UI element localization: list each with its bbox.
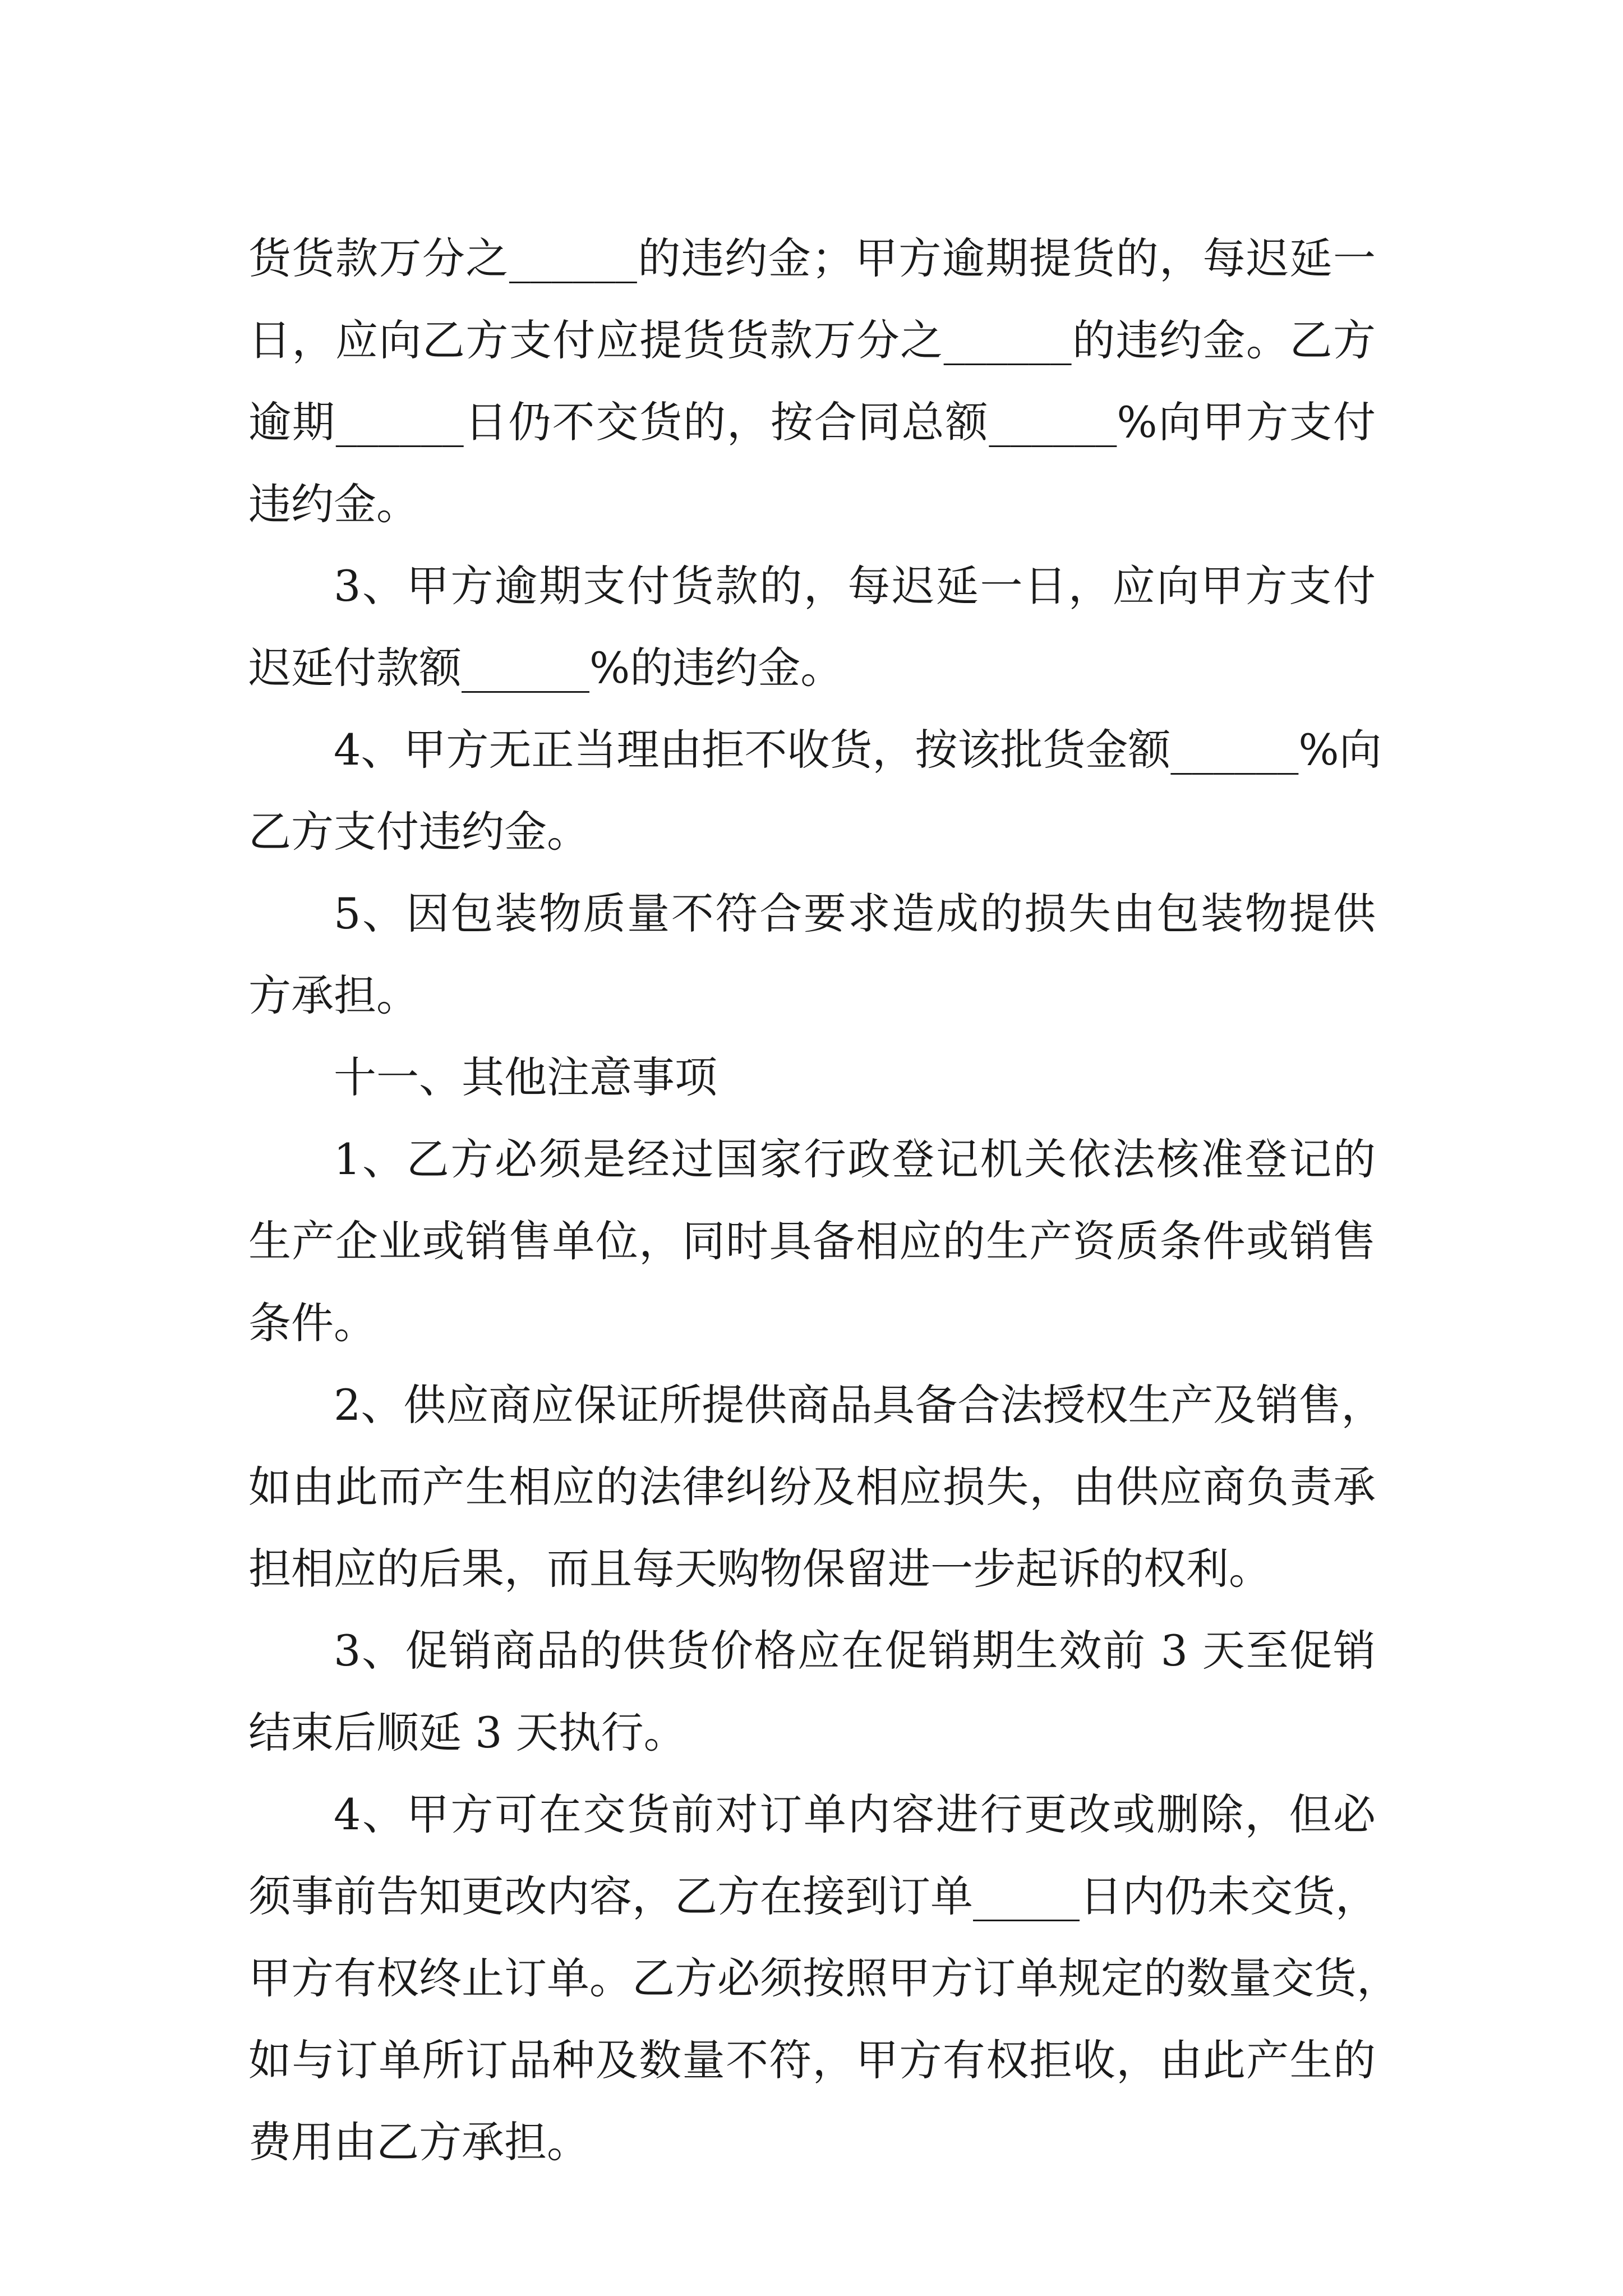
text-line: 方承担。 xyxy=(248,970,419,1020)
text-line: 担相应的后果，而且每天购物保留进一步起诉的权利。 xyxy=(248,1544,1271,1594)
text-line: 3、甲方逾期支付货款的，每迟延一日，应向甲方支付 xyxy=(334,561,1376,611)
text-line: 迟延付款额______%的违约金。 xyxy=(248,643,843,693)
paragraph-penalty-delay xyxy=(248,218,1376,545)
section-heading: 十一、其他注意事项 xyxy=(334,1052,717,1102)
text-line: 日，应向乙方支付应提货货款万分之______的违约金。乙方 xyxy=(248,315,1376,365)
paragraph-notes-2 xyxy=(248,1364,1384,1610)
text-line: 生产企业或销售单位，同时具备相应的生产资质条件或销售 xyxy=(248,1216,1376,1266)
paragraph-clause-5 xyxy=(248,873,1376,1037)
section-heading-other-notes xyxy=(248,1037,1376,1119)
paragraph-clause-3 xyxy=(248,545,1376,709)
text-line: 乙方支付违约金。 xyxy=(248,807,589,857)
text-line: 逾期______日仍不交货的，按合同总额______%向甲方支付 xyxy=(248,397,1376,447)
text-line: 5、因包装物质量不符合要求造成的损失由包装物提供 xyxy=(334,889,1376,938)
text-line: 费用由乙方承担。 xyxy=(248,2117,589,2167)
paragraph-clause-4 xyxy=(248,709,1382,873)
paragraph-notes-4 xyxy=(248,1774,1399,2183)
text-line: 甲方有权终止订单。乙方必须按照甲方订单规定的数量交货， xyxy=(248,1953,1399,2003)
text-line: 货货款万分之______的违约金；甲方逾期提货的，每迟延一 xyxy=(248,233,1376,283)
text-line: 3、促销商品的供货价格应在促销期生效前 3 天至促销 xyxy=(334,1626,1376,1676)
text-line: 结束后顺延 3 天执行。 xyxy=(248,1708,686,1757)
text-line: 违约金。 xyxy=(248,479,419,529)
text-line: 4、甲方可在交货前对订单内容进行更改或删除，但必 xyxy=(334,1789,1376,1839)
text-line: 1、乙方必须是经过国家行政登记机关依法核准登记的 xyxy=(334,1134,1376,1184)
text-line: 条件。 xyxy=(248,1298,376,1348)
text-line: 如由此而产生相应的法律纠纷及相应损失，由供应商负责承 xyxy=(248,1462,1376,1512)
paragraph-notes-1 xyxy=(248,1119,1376,1364)
text-line: 如与订单所订品种及数量不符，甲方有权拒收，由此产生的 xyxy=(248,2035,1376,2085)
text-line: 须事前告知更改内容，乙方在接到订单_____日内仍未交货， xyxy=(248,1871,1378,1921)
text-line: 4、甲方无正当理由拒不收货，按该批货金额______%向 xyxy=(334,725,1382,775)
text-line: 2、供应商应保证所提供商品具备合法授权生产及销售， xyxy=(334,1380,1384,1430)
paragraph-notes-3 xyxy=(248,1610,1376,1774)
document-body xyxy=(248,218,1399,2183)
